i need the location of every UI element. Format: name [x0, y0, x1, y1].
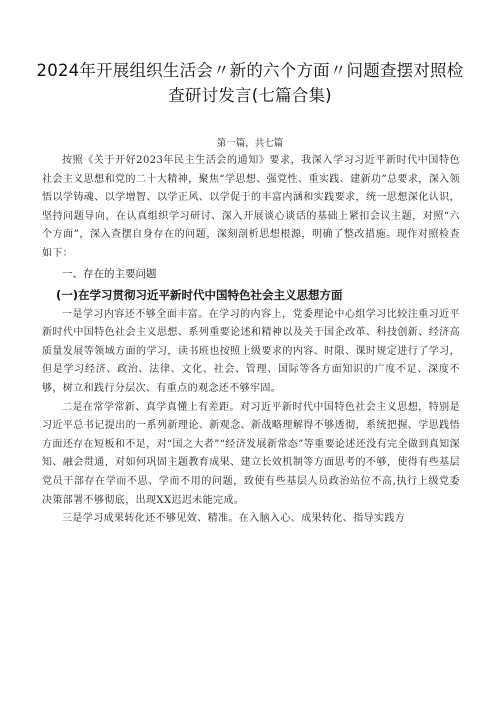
body-paragraph-3: 三是学习成果转化还不够见效、精准。在入脑入心、成果转化、指导实践方 [62, 513, 406, 525]
body-paragraph-1: 一是学习内容还不够全面丰富。在学习的内容上，党委理论中心组学习比较注重习近平新时代中国特色社会主义思想、系列重要论述和精神以及关于国企改革、科技创新、经济高质量发展等领域方面的学习，读书班也按照上级要求的内容、时限、课时规定进行了学习，但是学习经济、政治、法律、文化、社会、管理、国际等各方面知识的广度不足、深度不够，树立和践行分层次、有重点的观念还不够牢固。 [42, 308, 460, 394]
subsection-heading: (一)在学习贯彻习近平新时代中国特色社会主义思想方面 [56, 287, 343, 302]
section-heading: 一、存在的主要问题 [62, 267, 157, 280]
title-line-2: 查研讨发言(七篇合集) [168, 86, 332, 105]
part-heading: 第一篇，共七篇 [216, 138, 284, 149]
document-title [30, 58, 470, 108]
intro-paragraph: 按照《关于开好2023年民主生活会的通知》要求，我深入学习习近平新时代中国特色社会主义思想和党的二十大精神，聚焦“学思想、强党性、重实践、建新功”总要求，深入领悟以学铸魂、以学增智、以学正风、以学促于的丰富内涵和实践要求，统一思想深化认识，坚持问题导向，在认真组织学习研讨、深入开展谈心谈话的基础上紧扣会议主题，对照“六个方面”，深入查摆自身存在的问题，深刻剖析思想根源，明确了整改措施。现作对照检查如下： [42, 155, 460, 259]
document-body [42, 152, 460, 529]
title-line-1: 2024年开展组织生活会〃新的六个方面〃问题查摆对照检 [36, 61, 464, 80]
body-paragraph-2: 二是在常学常新、真学真懂上有差距。对习近平新时代中国特色社会主义思想，特别是习近平总书记提出的一系列新理论、新观念、新战略理解得不够透彻，系统把握、学思践悟方面还存在短板和不足，对“国之大者”“经济发展新常态”等重要论述还没有完全做到真知深知、融会贯通，对如何巩固主题教育成果、建立长效机制等方面思考的不够，使得有些基层党员干部存在学而不思、学而不用的问题，致使有些基层人员政治站位不高,执行上级党委决策部署不够彻底，出现XX迟迟未能完成。 [42, 401, 460, 506]
